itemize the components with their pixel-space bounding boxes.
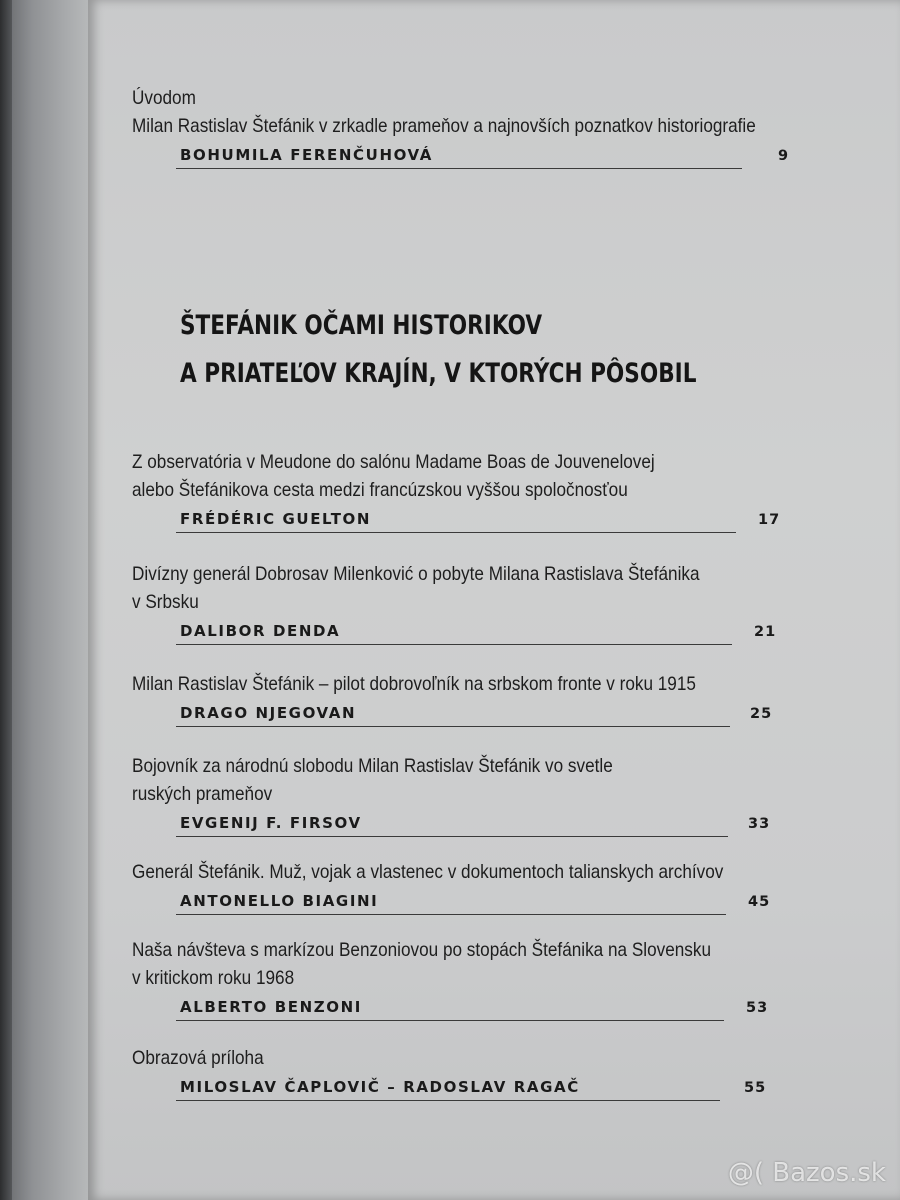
entry-author-row [132, 698, 812, 732]
entry-page-number: 53 [746, 1000, 769, 1016]
entry-rule [176, 836, 728, 837]
toc-entry [132, 670, 812, 732]
entry-title-line: Milan Rastislav Štefánik – pilot dobrovoľník na srbskom fronte v roku 1915 [132, 673, 696, 695]
entry-author-row [132, 808, 812, 842]
toc-entry [132, 752, 812, 842]
entry-author-row [132, 504, 812, 538]
entry-page-number: 17 [758, 512, 781, 528]
entry-title-line: Generál Štefánik. Muž, vojak a vlastenec v dokumentoch talianskych archívov [132, 861, 724, 883]
entry-rule [176, 1020, 724, 1021]
entry-author: DALIBOR DENDA [180, 622, 341, 640]
toc-entry-intro [132, 84, 812, 174]
entry-rule [176, 1100, 720, 1101]
entry-author-row [132, 616, 812, 650]
intro-rule [176, 168, 742, 169]
entry-author-row [132, 992, 812, 1026]
entry-page-number: 33 [748, 816, 771, 832]
section-heading [180, 302, 696, 398]
spine-edge [0, 0, 12, 1200]
entry-rule [176, 914, 726, 915]
entry-author: EVGENIJ F. FIRSOV [180, 814, 362, 832]
entry-page-number: 45 [748, 894, 771, 910]
entry-title-line: Z observatória v Meudone do salónu Madame Boas de Jouvenelovej [132, 451, 655, 473]
entry-page-number: 25 [750, 706, 773, 722]
entry-page-number: 21 [754, 624, 777, 640]
toc-entry [132, 936, 812, 1026]
entry-rule [176, 726, 730, 727]
section-heading-line-1: ŠTEFÁNIK OČAMI HISTORIKOV [180, 310, 543, 341]
entry-rule [176, 644, 732, 645]
intro-page-number: 9 [778, 148, 790, 164]
entry-title-line: Divízny generál Dobrosav Milenković o pobyte Milana Rastislava Štefánika [132, 563, 700, 585]
entry-title-line: Obrazová príloha [132, 1047, 264, 1069]
entry-title-line: Bojovník za národnú slobodu Milan Rastislav Štefánik vo svetle [132, 755, 613, 777]
toc-entry [132, 560, 812, 650]
entry-author: DRAGO NJEGOVAN [180, 704, 357, 722]
toc-entry [132, 858, 812, 920]
entry-title-line: alebo Štefánikova cesta medzi francúzskou vyššou spoločnosťou [132, 479, 628, 501]
intro-title: Milan Rastislav Štefánik v zrkadle prameňov a najnovších poznatkov historiografie [132, 115, 756, 137]
toc-entry [132, 1044, 812, 1106]
intro-author: BOHUMILA FERENČUHOVÁ [180, 146, 433, 164]
entry-rule [176, 532, 736, 533]
entry-page-number: 55 [744, 1080, 767, 1096]
entry-author-row [132, 886, 812, 920]
book-spine [0, 0, 92, 1200]
entry-author: ALBERTO BENZONI [180, 998, 362, 1016]
intro-author-row [132, 140, 812, 174]
entry-author: FRÉDÉRIC GUELTON [180, 510, 372, 528]
entry-title-line: Naša návšteva s markízou Benzoniovou po stopách Štefánika na Slovensku [132, 939, 712, 961]
entry-title-line: v kritickom roku 1968 [132, 967, 295, 989]
entry-title-line: ruských prameňov [132, 783, 273, 805]
entry-author-row [132, 1072, 812, 1106]
entry-author: MILOSLAV ČAPLOVIČ – RADOSLAV RAGAČ [180, 1078, 580, 1096]
toc-entry [132, 448, 812, 538]
intro-label: Úvodom [132, 87, 196, 109]
entry-title-line: v Srbsku [132, 591, 199, 613]
section-heading-line-2: A PRIATEĽOV KRAJÍN, V KTORÝCH PÔSOBIL [180, 358, 697, 389]
entry-author: ANTONELLO BIAGINI [180, 892, 379, 910]
watermark-text: @( Bazos.sk [727, 1158, 886, 1188]
